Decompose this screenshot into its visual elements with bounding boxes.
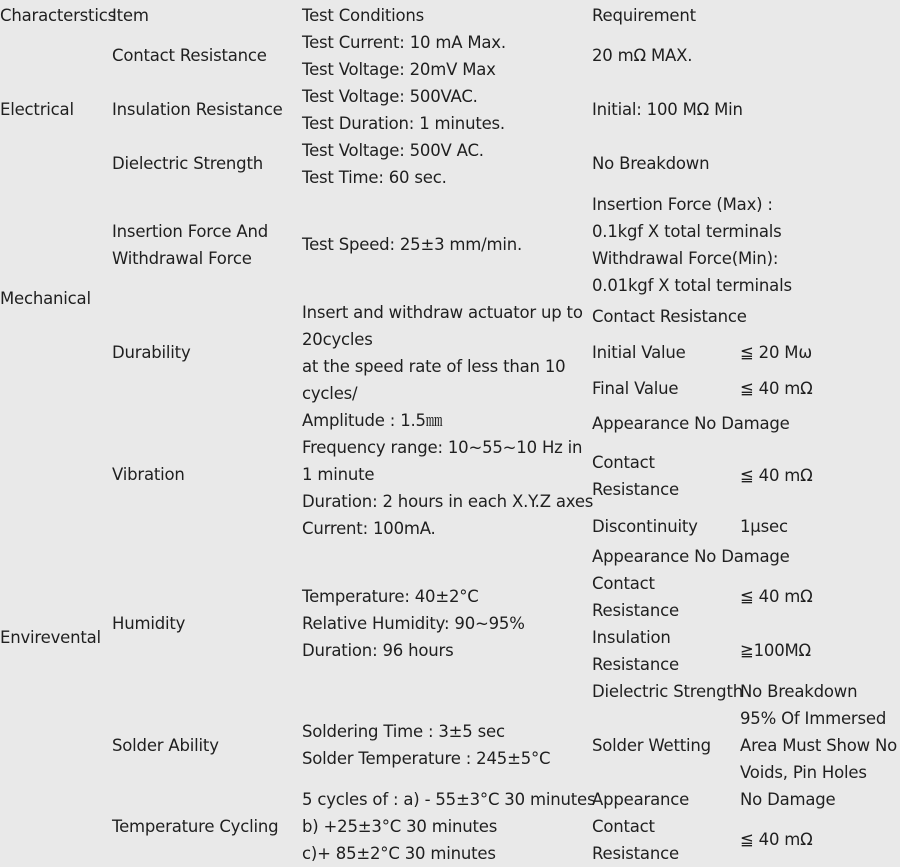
requirement-line: Withdrawal Force(Min): (592, 249, 779, 268)
condition-line: Temperature: 40±2°C (302, 587, 479, 606)
requirement-value: ≦ 40 mΩ (740, 587, 813, 606)
requirement-value: ≦ 40 mΩ (740, 466, 813, 485)
condition-line: Insert and withdraw actuator up to (302, 303, 583, 322)
requirement-value: ≦ 20 Mω (740, 343, 812, 362)
item-durability: Durability (112, 343, 191, 362)
requirement-label: Initial Value (592, 343, 686, 362)
item-dielectric-strength: Dielectric Strength (112, 154, 263, 173)
condition-line: Solder Temperature : 245±5°C (302, 749, 551, 768)
condition-line: 1 minute (302, 465, 375, 484)
item-vibration: Vibration (112, 465, 185, 484)
requirement-value: 95% Of Immersed (740, 709, 887, 728)
condition-line: Duration: 96 hours (302, 641, 454, 660)
item-insulation-resistance: Insulation Resistance (112, 100, 283, 119)
requirement-label: Contact (592, 453, 655, 472)
requirement-line: 0.1kgf X total terminals (592, 222, 782, 241)
item-insertion-force-line2: Withdrawal Force (112, 249, 252, 268)
requirement-contact-resistance: 20 mΩ MAX. (592, 46, 693, 65)
condition-line: cycles/ (302, 384, 358, 403)
condition-line: Test Voltage: 20mV Max (302, 60, 496, 79)
requirement-label: Discontinuity (592, 517, 698, 536)
requirement-line: 0.01kgf X total terminals (592, 276, 792, 295)
condition-line: Test Voltage: 500V AC. (302, 141, 484, 160)
condition-line: Frequency range: 10~55~10 Hz in (302, 438, 583, 457)
item-solder-ability: Solder Ability (112, 736, 219, 755)
item-contact-resistance: Contact Resistance (112, 46, 267, 65)
requirement-line: Insertion Force (Max) : (592, 195, 773, 214)
requirement-line: Appearance No Damage (592, 547, 790, 566)
condition-line: Test Current: 10 mA Max. (302, 33, 506, 52)
requirement-value: No Breakdown (740, 682, 858, 701)
requirement-value: ≦ 40 mΩ (740, 379, 813, 398)
requirement-value: ≧100MΩ (740, 641, 811, 660)
condition-line: Test Voltage: 500VAC. (302, 87, 478, 106)
category-environmental: Envirevental (0, 628, 101, 647)
requirement-value: No Damage (740, 790, 836, 809)
condition-line: 20cycles (302, 330, 373, 349)
item-humidity: Humidity (112, 614, 186, 633)
requirement-label: Resistance (592, 844, 679, 863)
header-requirement: Requirement (592, 6, 696, 25)
requirement-value: 1μsec (740, 517, 788, 536)
header-conditions: Test Conditions (302, 6, 425, 25)
condition-line: Amplitude : 1.5㎜ (302, 411, 443, 430)
condition-line: 5 cycles of : a) - 55±3°C 30 minutes (302, 790, 596, 809)
item-temperature-cycling: Temperature Cycling (112, 817, 279, 836)
condition-line: Test Speed: 25±3 mm/min. (302, 235, 523, 254)
category-mechanical: Mechanical (0, 289, 91, 308)
requirement-label: Resistance (592, 480, 679, 499)
requirement-insulation-resistance: Initial: 100 MΩ Min (592, 100, 743, 119)
requirement-label: Solder Wetting (592, 736, 711, 755)
requirement-label: Appearance (592, 790, 690, 809)
requirement-dielectric-strength: No Breakdown (592, 154, 710, 173)
condition-line: Test Time: 60 sec. (302, 168, 447, 187)
condition-line: Current: 100mA. (302, 519, 436, 538)
requirement-value: Voids, Pin Holes (740, 763, 867, 782)
requirement-heading: Contact Resistance (592, 307, 747, 326)
requirement-label: Contact (592, 574, 655, 593)
requirement-line: Appearance No Damage (592, 414, 790, 433)
condition-line: c)+ 85±2°C 30 minutes (302, 844, 496, 863)
condition-line: Test Duration: 1 minutes. (302, 114, 505, 133)
requirement-value: Area Must Show No (740, 736, 898, 755)
requirement-value: ≦ 40 mΩ (740, 830, 813, 849)
condition-line: at the speed rate of less than 10 (302, 357, 566, 376)
condition-line: b) +25±3°C 30 minutes (302, 817, 498, 836)
requirement-label: Final Value (592, 379, 679, 398)
requirement-label: Contact (592, 817, 655, 836)
header-item: Item (112, 6, 149, 25)
item-insertion-force: Insertion Force And (112, 222, 269, 241)
requirement-label: Resistance (592, 601, 679, 620)
header-characteristics: Characterstics (0, 6, 116, 25)
requirement-label: Insulation (592, 628, 671, 647)
condition-line: Duration: 2 hours in each X.Y.Z axes (302, 492, 594, 511)
category-electrical: Electrical (0, 100, 74, 119)
requirement-label: Dielectric Strength (592, 682, 743, 701)
condition-line: Soldering Time : 3±5 sec (302, 722, 505, 741)
condition-line: Relative Humidity: 90~95% (302, 614, 525, 633)
requirement-label: Resistance (592, 655, 679, 674)
